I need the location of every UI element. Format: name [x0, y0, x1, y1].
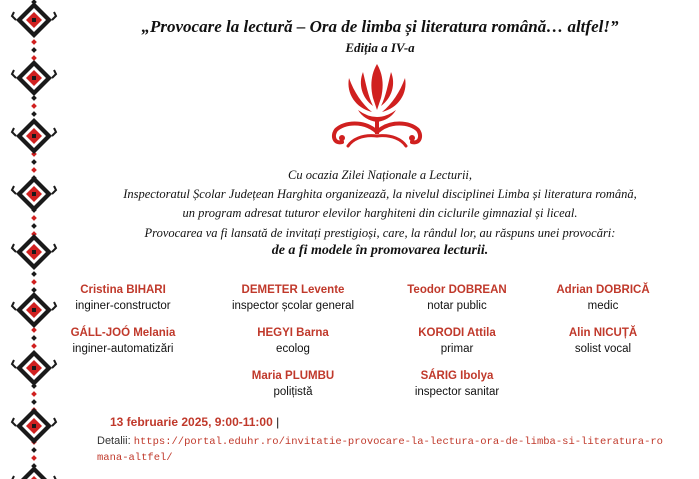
motif-side-hook: [12, 302, 16, 310]
guest-role: notar public: [427, 300, 487, 312]
embroidery-motif: [12, 60, 56, 96]
embroidery-motif: [12, 176, 56, 212]
guest-role: medic: [587, 300, 619, 312]
embroidery-border: [10, 0, 58, 479]
guest-card: [208, 282, 378, 314]
guest-card: [372, 325, 542, 357]
intro-paragraph: [70, 166, 690, 223]
guest-card: [372, 282, 542, 314]
guest-name: SÁRIG Ibolya: [420, 370, 494, 382]
guest-name: Cristina BIHARI: [80, 284, 166, 296]
guest-name: GÁLL-JOÓ Melania: [70, 327, 176, 339]
guest-name: HEGYI Barna: [257, 327, 329, 339]
embroidery-motif: [12, 234, 56, 270]
border-chain-dot: [31, 215, 37, 221]
event-date: 13 februarie 2025, 9:00-11:00: [110, 415, 273, 429]
guest-card: [372, 368, 542, 400]
intro-line: Inspectoratul Școlar Județean Harghita organizează, la nivelul disciplinei Limba și literatura română,: [123, 187, 637, 201]
motif-core: [32, 76, 36, 80]
motif-core: [32, 424, 36, 428]
challenge-line: Provocarea va fi lansată de invitați prestigioși, care, la rândul lor, au răspuns unei provocări:: [144, 226, 616, 240]
embroidery-motif: [12, 408, 56, 444]
border-chain-dot: [31, 455, 37, 461]
motif-core: [32, 366, 36, 370]
details-line: [97, 434, 667, 466]
motif-side-hook: [52, 70, 56, 78]
motif-core: [32, 134, 36, 138]
guest-card: [208, 325, 378, 357]
guest-card: [38, 325, 208, 357]
intro-line: Cu ocazia Zilei Naționale a Lecturii,: [287, 168, 473, 182]
guest-card: [208, 368, 378, 400]
motif-side-hook: [52, 418, 56, 426]
motif-core: [32, 250, 36, 254]
guest-name: Adrian DOBRICĂ: [556, 284, 650, 296]
edition-label: Ediția a IV-a: [345, 40, 415, 55]
border-chain-dot: [31, 271, 37, 277]
intro-line: un program adresat tuturor elevilor harghiteni din ciclurile gimnazial și liceal.: [182, 206, 578, 220]
motif-side-hook: [12, 418, 16, 426]
border-chain-dot: [31, 335, 37, 341]
guest-role: inspector sanitar: [414, 386, 500, 398]
border-chain-dot: [31, 343, 37, 349]
border-chain-dot: [31, 287, 37, 293]
tulip-logo-icon: [318, 58, 436, 150]
motif-core: [32, 18, 36, 22]
motif-side-hook: [12, 244, 16, 252]
motif-side-hook: [12, 12, 16, 20]
guest-role: inspector școlar general: [231, 300, 355, 312]
motif-side-hook: [52, 12, 56, 20]
guest-name: KORODI Attila: [418, 327, 496, 339]
border-chain-dot: [31, 111, 37, 117]
challenge-paragraph: [70, 225, 690, 259]
page-title: „Provocare la lectură – Ora de limba și literatura română… altfel!”: [141, 17, 619, 36]
border-chain-dot: [31, 55, 37, 61]
border-chain-dot: [31, 327, 37, 333]
border-chain-dot: [31, 391, 37, 397]
border-chain-dot: [31, 159, 37, 165]
challenge-motto: de a fi modele în promovarea lecturii.: [271, 243, 489, 258]
motif-side-hook: [52, 360, 56, 368]
guest-name: Alin NICUȚĂ: [568, 327, 638, 339]
border-chain-dot: [31, 399, 37, 405]
motif-side-hook: [12, 186, 16, 194]
embroidery-motif: [12, 466, 56, 479]
guest-role: inginer-automatizări: [72, 343, 174, 355]
border-chain-dot: [31, 167, 37, 173]
guest-name: Teodor DOBREAN: [407, 284, 507, 296]
guest-role: polițistă: [273, 386, 313, 398]
guest-card: [518, 282, 688, 314]
border-chain-dot: [31, 447, 37, 453]
motif-core: [32, 308, 36, 312]
border-chain-dot: [31, 223, 37, 229]
motif-core: [32, 192, 36, 196]
guest-role: solist vocal: [574, 343, 632, 355]
guest-name: Maria PLUMBU: [251, 370, 335, 382]
border-chain-dot: [31, 103, 37, 109]
guest-card: [518, 325, 688, 357]
details-link[interactable]: https://portal.eduhr.ro/invitatie-provocare-la-lectura-ora-de-limba-si-literatura-romana-altfel/: [97, 436, 663, 464]
separator: |: [276, 415, 280, 429]
guest-role: inginer-constructor: [75, 300, 171, 312]
motif-side-hook: [12, 70, 16, 78]
border-chain-dot: [31, 95, 37, 101]
event-date-time: [110, 415, 279, 429]
motif-side-hook: [12, 360, 16, 368]
motif-side-hook: [52, 128, 56, 136]
embroidery-motif: [12, 118, 56, 154]
motif-side-hook: [52, 244, 56, 252]
guest-name: DEMETER Levente: [241, 284, 345, 296]
guest-role: primar: [440, 343, 474, 355]
motif-side-hook: [12, 128, 16, 136]
border-chain-dot: [31, 39, 37, 45]
guest-card: [38, 282, 208, 314]
details-label: Detalii:: [97, 435, 131, 447]
guest-role: ecolog: [276, 343, 310, 355]
border-chain-dot: [31, 47, 37, 53]
embroidery-motif: [12, 2, 56, 38]
border-chain-dot: [31, 279, 37, 285]
motif-side-hook: [52, 186, 56, 194]
